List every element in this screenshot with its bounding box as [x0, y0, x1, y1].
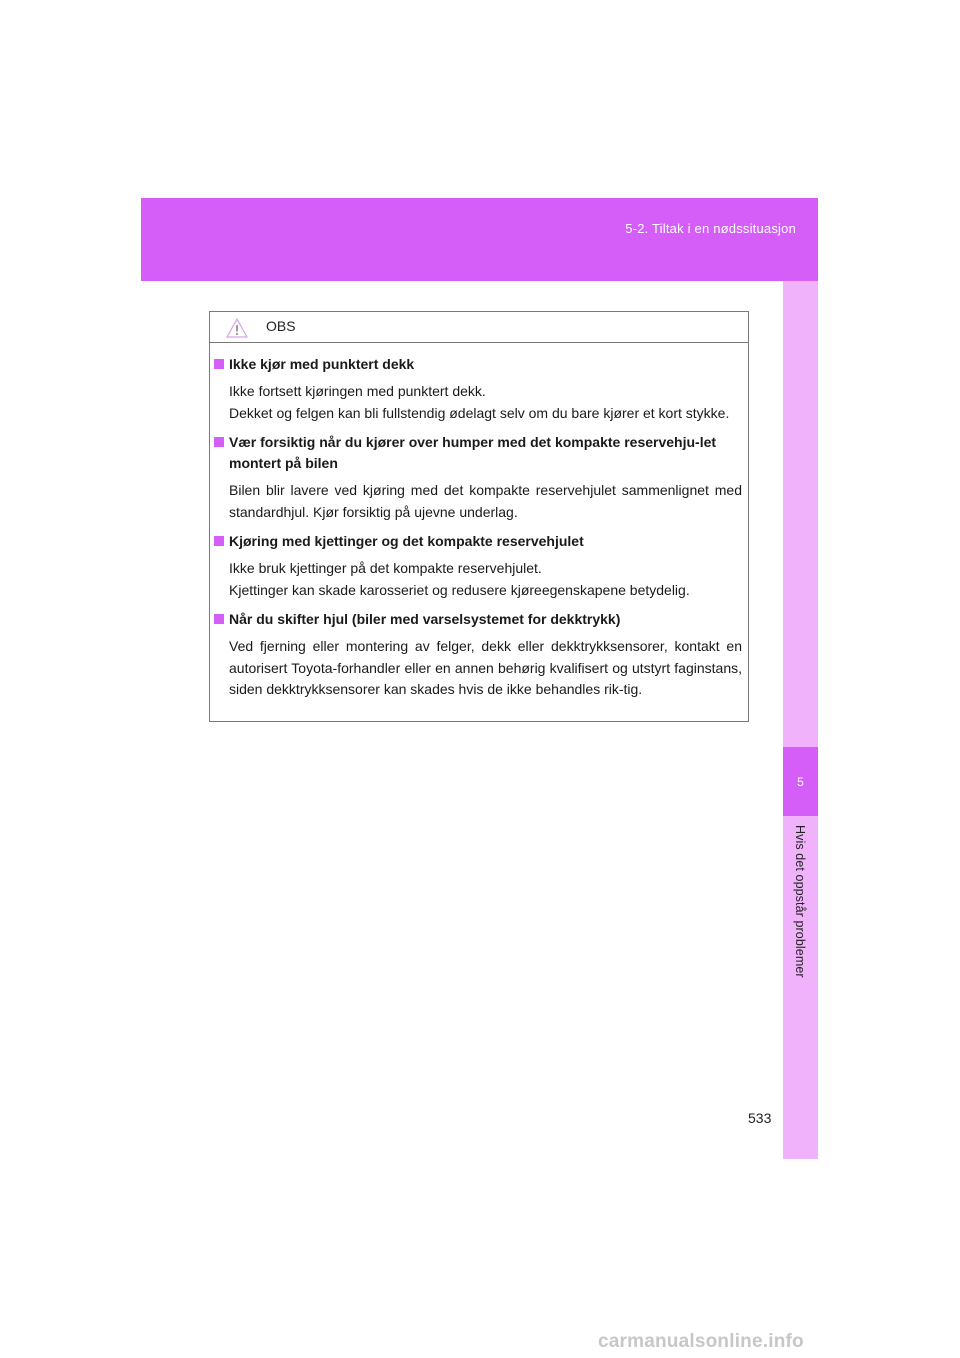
chapter-title: Hvis det oppstår problemer [793, 825, 807, 978]
caution-body [210, 343, 748, 701]
bullet-square-icon [214, 359, 224, 369]
breadcrumb: 5-2. Tiltak i en nødssituasjon [625, 221, 796, 236]
caution-item-text: Ikke bruk kjettinger på det kompakte reservehjulet. [229, 560, 542, 576]
bullet-square-icon [214, 437, 224, 447]
caution-item-text: Bilen blir lavere ved kjøring med det kompakte reservehjulet sammenlignet med standardhjul. Kjør forsiktig på ujevne underlag. [229, 482, 742, 520]
caution-header [210, 312, 748, 343]
caution-item-heading: Når du skifter hjul (biler med varselsystemet for dekktrykk) [229, 611, 621, 627]
warning-triangle-icon [226, 318, 248, 338]
chapter-header-band [141, 198, 818, 281]
bullet-square-icon [214, 536, 224, 546]
page-number: 533 [748, 1110, 772, 1126]
caution-title: OBS [266, 318, 296, 334]
caution-item [214, 609, 742, 701]
caution-item [214, 354, 742, 424]
chapter-number-tab[interactable] [783, 747, 818, 816]
caution-item [214, 531, 742, 601]
bullet-square-icon [214, 614, 224, 624]
chapter-number: 5 [797, 774, 804, 789]
watermark: carmanualsonline.info [598, 1331, 804, 1352]
caution-item-text: Ikke fortsett kjøringen med punktert dekk. [229, 383, 486, 399]
caution-box [209, 311, 749, 722]
caution-item-text: Kjettinger kan skade karosseriet og redusere kjøreegenskapene betydelig. [229, 581, 690, 598]
caution-item-heading: Vær forsiktig når du kjører over humper med det kompakte reservehju-let montert på bilen [229, 434, 717, 471]
caution-item [214, 432, 742, 523]
caution-item-text: Ved fjerning eller montering av felger, dekk eller dekktrykksensorer, kontakt en autorisert Toyota-forhandler eller en annen behørig kvalifisert og utstyrt faginstans, siden dekktrykksensorer kan skades hvis de ikke behandles rik-tig. [229, 638, 742, 697]
chapter-title-tab [783, 825, 818, 1155]
caution-item-heading: Ikke kjør med punktert dekk [229, 356, 415, 372]
caution-item-text: Dekket og felgen kan bli fullstendig ødelagt selv om du bare kjører et kort stykke. [229, 404, 730, 421]
caution-item-heading: Kjøring med kjettinger og det kompakte reservehjulet [229, 533, 584, 549]
